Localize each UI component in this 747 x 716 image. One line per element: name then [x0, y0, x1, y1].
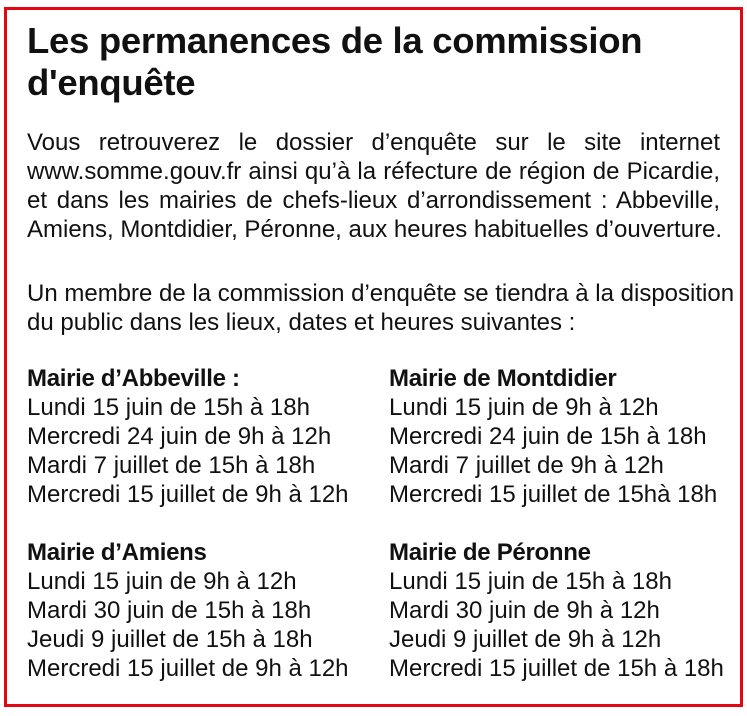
mairie-heading: Mairie de Montdidier [389, 365, 617, 392]
slot: Jeudi 9 juillet de 15h à 18h [27, 626, 313, 653]
intro-line: Vous retrouverez le dossier d’enquête sur le site internet [27, 129, 720, 156]
availability-line: du public dans les lieux, dates et heures suivantes : [27, 309, 576, 336]
mairie-heading: Mairie de Péronne [389, 539, 591, 566]
slot: Mardi 7 juillet de 15h à 18h [27, 452, 316, 479]
slot: Mercredi 24 juin de 15h à 18h [389, 423, 707, 450]
slot: Mardi 7 juillet de 9h à 12h [389, 452, 664, 479]
mairie-abbeville [27, 364, 349, 509]
slot: Mercredi 15 juillet de 9h à 12h [27, 655, 349, 682]
mairie-montdidier [389, 364, 717, 509]
intro-line: Amiens, Montdidier, Péronne, aux heures habituelles d’ouverture. [27, 216, 723, 243]
mairie-amiens [27, 538, 349, 683]
mairie-peronne [389, 538, 724, 683]
slot: Mardi 30 juin de 15h à 18h [27, 597, 312, 624]
slot: Mardi 30 juin de 9h à 12h [389, 597, 660, 624]
mairie-heading: Mairie d’Abbeville : [27, 365, 240, 392]
availability-paragraph [27, 279, 735, 337]
intro-paragraph [27, 128, 723, 244]
slot: Lundi 15 juin de 9h à 12h [389, 394, 659, 421]
intro-line: et dans les mairies de chefs-lieux d’arrondissement : Abbeville, [27, 187, 720, 214]
slot: Mercredi 15 juillet de 15h à 18h [389, 655, 724, 682]
slot: Lundi 15 juin de 9h à 12h [27, 568, 297, 595]
slot: Lundi 15 juin de 15h à 18h [27, 394, 310, 421]
availability-line: Un membre de la commission d’enquête se tiendra à la disposition [27, 280, 735, 307]
slot: Lundi 15 juin de 15h à 18h [389, 568, 672, 595]
slot: Mercredi 15 juillet de 15hà 18h [389, 481, 718, 508]
slot: Mercredi 24 juin de 9h à 12h [27, 423, 332, 450]
slot: Jeudi 9 juillet de 9h à 12h [389, 626, 662, 653]
mairie-heading: Mairie d’Amiens [27, 539, 207, 566]
slot: Mercredi 15 juillet de 9h à 12h [27, 481, 349, 508]
page-title: Les permanences de la commission d'enquête [27, 20, 643, 103]
intro-line: www.somme.gouv.fr ainsi qu’à la réfecture de région de Picardie, [27, 158, 720, 185]
